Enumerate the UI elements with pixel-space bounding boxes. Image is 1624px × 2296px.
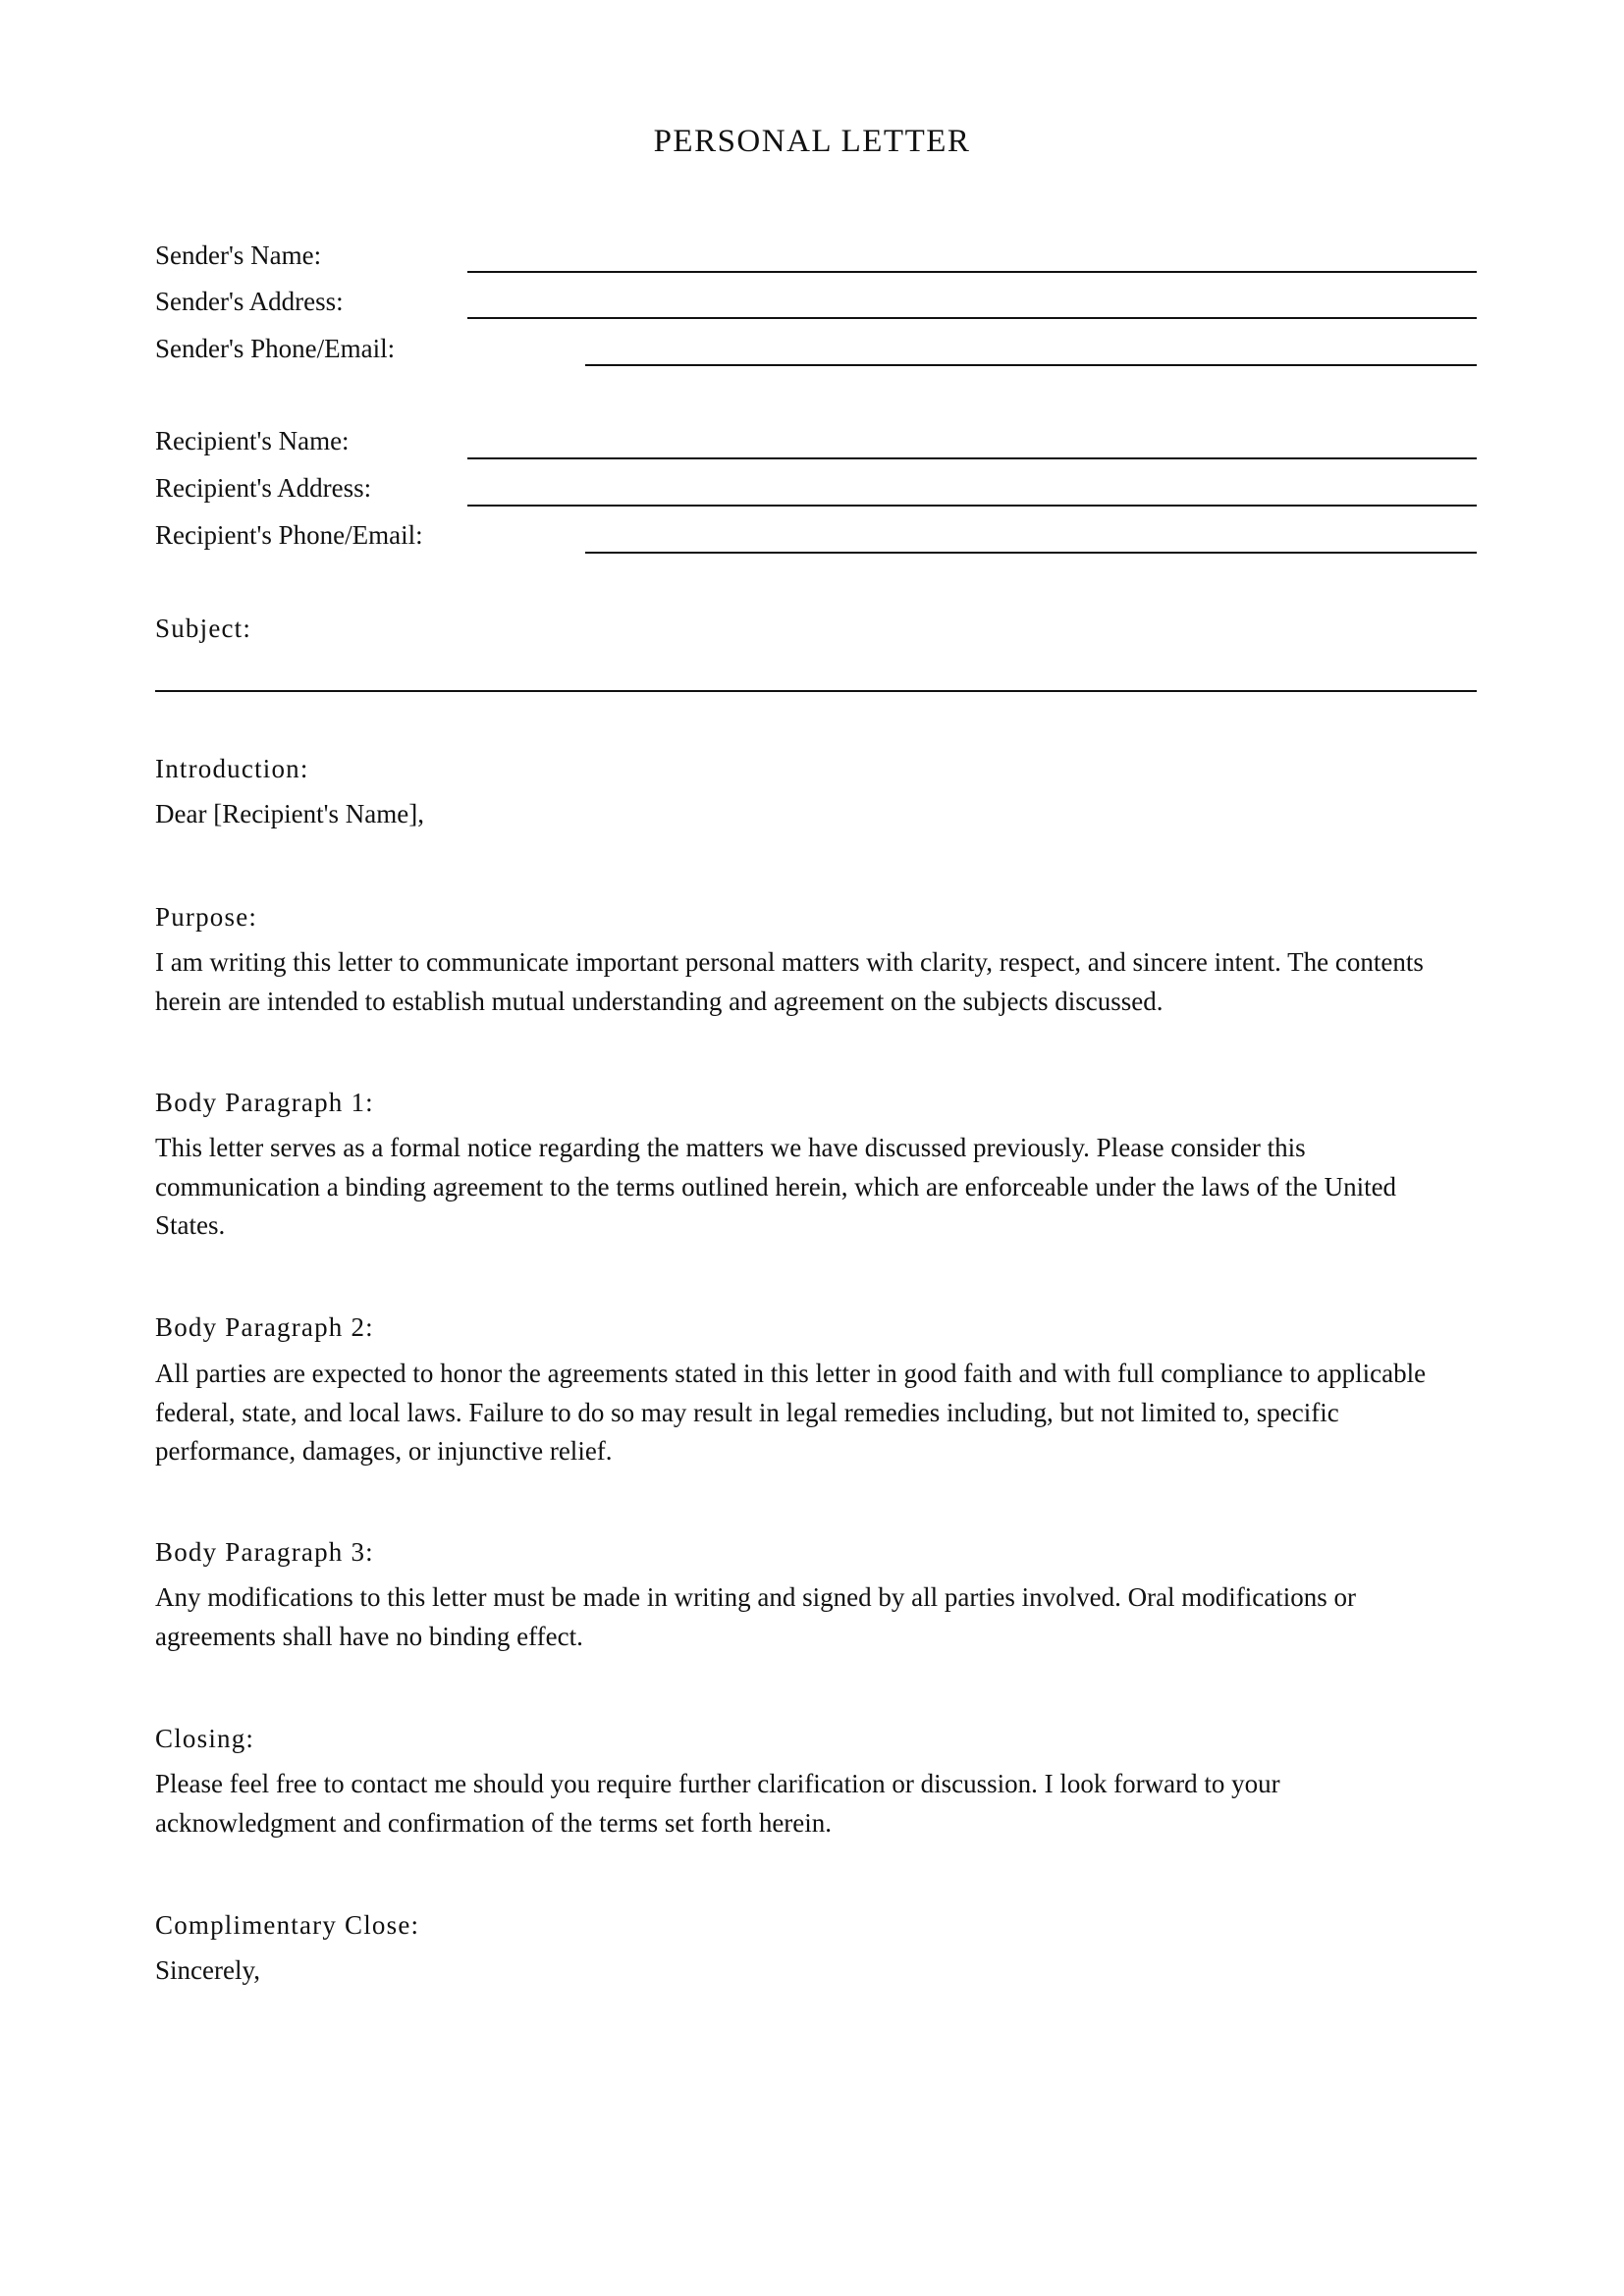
sender-name-field[interactable]	[467, 271, 1477, 273]
sender-address-label: Sender's Address:	[155, 287, 344, 316]
body-paragraph-2-text	[155, 1355, 1481, 1471]
body-paragraph-2-line: All parties are expected to honor the agreements stated in this letter in good faith and with full compliance to applicable	[155, 1359, 1427, 1388]
sender-name-label: Sender's Name:	[155, 240, 322, 270]
body-paragraph-2-line: performance, damages, or injunctive relief.	[155, 1436, 613, 1466]
subject-field[interactable]	[155, 690, 1477, 692]
complimentary-close-line: Sincerely,	[155, 1955, 260, 1985]
body-paragraph-3-text	[155, 1578, 1481, 1656]
subject-label: Subject:	[155, 614, 252, 643]
purpose-line: I am writing this letter to communicate important personal matters with clarity, respect, and sincere intent. The contents	[155, 947, 1424, 977]
body-paragraph-3-line: agreements shall have no binding effect.	[155, 1621, 583, 1651]
recipient-contact-label: Recipient's Phone/Email:	[155, 520, 423, 550]
body-paragraph-1-text	[155, 1129, 1481, 1246]
complimentary-close-heading: Complimentary Close:	[155, 1910, 420, 1940]
closing-text	[155, 1765, 1481, 1842]
page-title: PERSONAL LETTER	[653, 124, 971, 159]
recipient-name-field[interactable]	[467, 457, 1477, 459]
recipient-contact-field[interactable]	[585, 552, 1477, 554]
introduction-heading: Introduction:	[155, 754, 309, 783]
body-paragraph-2-line: federal, state, and local laws. Failure to do so may result in legal remedies including, but not limited to, specific	[155, 1397, 1339, 1427]
closing-heading: Closing:	[155, 1724, 255, 1753]
body-paragraph-1-line: States.	[155, 1210, 226, 1240]
body-paragraph-3-heading: Body Paragraph 3:	[155, 1537, 374, 1567]
purpose-heading: Purpose:	[155, 902, 258, 932]
sender-address-field[interactable]	[467, 317, 1477, 319]
body-paragraph-3-line: Any modifications to this letter must be made in writing and signed by all parties involved. Oral modifications or	[155, 1582, 1357, 1612]
closing-line: Please feel free to contact me should you require further clarification or discussion. I look forward to your	[155, 1769, 1280, 1798]
body-paragraph-1-heading: Body Paragraph 1:	[155, 1088, 374, 1117]
body-paragraph-1-line: This letter serves as a formal notice regarding the matters we have discussed previously. Please consider this	[155, 1133, 1306, 1162]
recipient-address-field[interactable]	[467, 505, 1477, 507]
closing-line: acknowledgment and confirmation of the terms set forth herein.	[155, 1807, 833, 1838]
purpose-line: herein are intended to establish mutual understanding and agreement on the subjects discussed.	[155, 986, 1164, 1016]
introduction-text	[155, 795, 1481, 834]
purpose-text	[155, 943, 1481, 1021]
introduction-line: Dear [Recipient's Name],	[155, 799, 424, 828]
sender-contact-label: Sender's Phone/Email:	[155, 334, 396, 363]
body-paragraph-2-heading: Body Paragraph 2:	[155, 1312, 374, 1342]
recipient-address-label: Recipient's Address:	[155, 473, 372, 503]
recipient-name-label: Recipient's Name:	[155, 426, 350, 455]
complimentary-close-text	[155, 1951, 1481, 1991]
body-paragraph-1-line: communication a binding agreement to the terms outlined herein, which are enforceable under the laws of the United	[155, 1171, 1397, 1201]
sender-contact-field[interactable]	[585, 364, 1477, 366]
